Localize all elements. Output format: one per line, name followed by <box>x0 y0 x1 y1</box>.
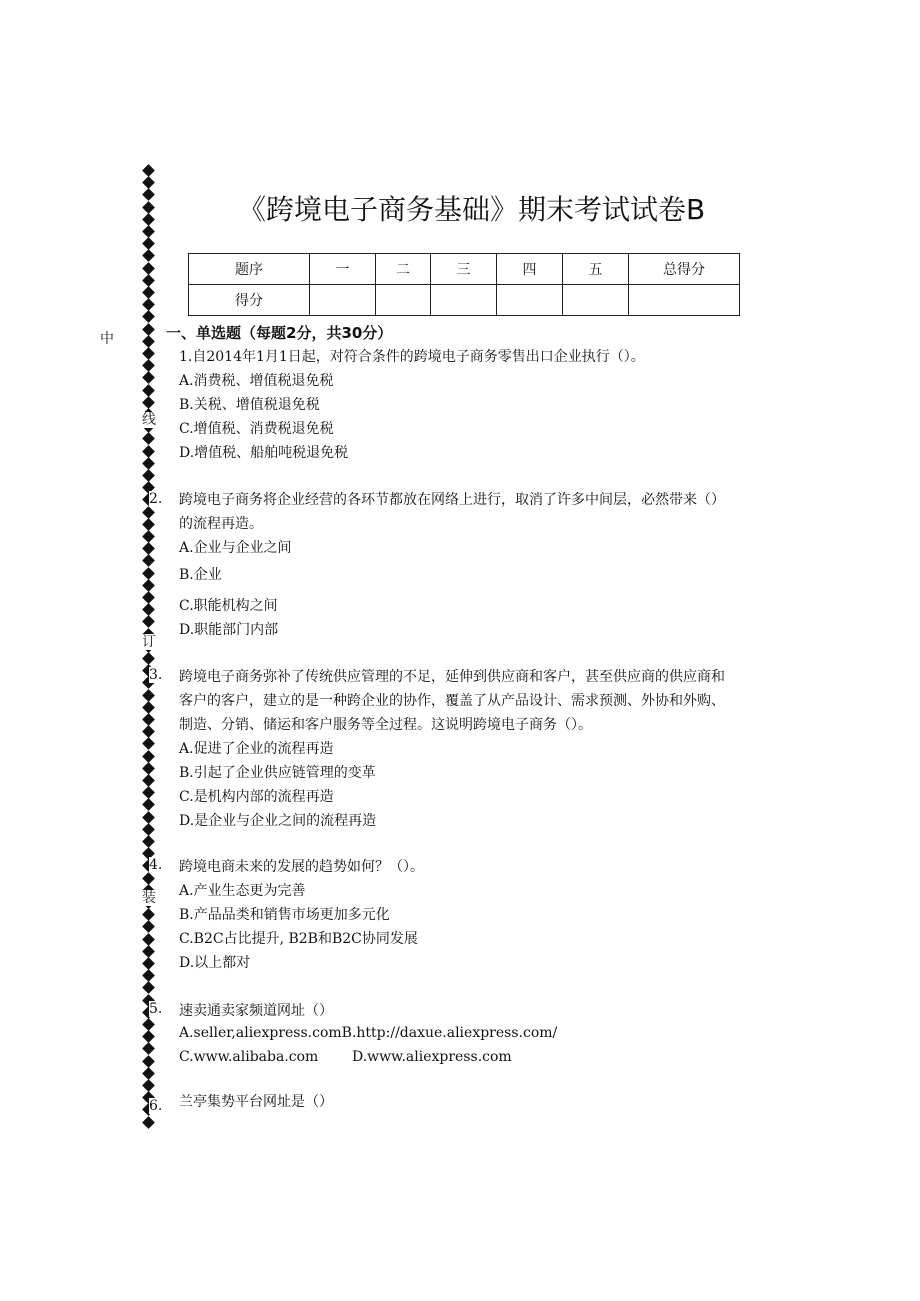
binding-diamond-icon <box>142 176 155 189</box>
question-3-stem-line-3: 制造、分销、储运和客户服务等全过程。这说明跨境电子商务（）。 <box>179 717 592 733</box>
question-6-stem: 兰亭集势平台网址是（） <box>179 1094 333 1110</box>
binding-diamond-icon <box>142 1067 155 1080</box>
binding-diamond-icon <box>142 188 155 201</box>
question-2-number: 2. <box>149 491 163 507</box>
question-3-option-c: C.是机构内部的流程再造 <box>179 789 334 805</box>
question-4-option-c: C.B2C占比提升, B2B和B2C协同发展 <box>179 931 418 947</box>
binding-diamond-icon <box>142 274 155 287</box>
question-2-option-b: B.企业 <box>179 567 222 583</box>
question-1-option-c: C.增值税、消费税退免税 <box>179 421 334 437</box>
binding-label-ding: 订 <box>142 634 156 650</box>
question-2-option-a: A.企业与企业之间 <box>179 540 292 556</box>
score-table-cell: 五 <box>563 254 629 285</box>
question-3-number: 3. <box>149 667 163 683</box>
binding-diamond-icon <box>142 920 155 933</box>
question-5-number: 5. <box>149 1001 163 1017</box>
binding-diamond-icon <box>142 249 155 262</box>
binding-diamond-icon <box>142 371 155 384</box>
question-5-option-ab: A.seller,aliexpress.comB.http://daxue.aliexpress.com/ <box>179 1025 558 1041</box>
binding-label-zhong: 中 <box>100 331 114 347</box>
question-2-option-c: C.职能机构之间 <box>179 598 278 614</box>
question-4-number: 4. <box>149 857 163 873</box>
question-4-option-a: A.产业生态更为完善 <box>179 883 306 899</box>
binding-diamond-icon <box>142 506 155 519</box>
binding-margin <box>141 166 157 1126</box>
score-table-blank <box>497 285 563 316</box>
binding-diamond-icon <box>142 981 155 994</box>
binding-diamond-icon <box>142 554 155 567</box>
score-table-blank <box>629 285 740 316</box>
binding-diamond-icon <box>142 518 155 531</box>
score-table-blank <box>563 285 629 316</box>
binding-diamond-icon <box>142 774 155 787</box>
binding-diamond-icon <box>142 615 155 628</box>
binding-diamond-icon <box>142 933 155 946</box>
score-table-cell: 题序 <box>189 254 310 285</box>
score-table-cell: 四 <box>497 254 563 285</box>
question-2-option-d: D.职能部门内部 <box>179 622 279 638</box>
binding-diamond-icon <box>142 945 155 958</box>
exam-title: 《跨境电子商务基础》期末考试试卷B <box>238 193 706 226</box>
binding-diamond-icon <box>142 835 155 848</box>
binding-diamond-icon <box>142 1030 155 1043</box>
score-table-cell: 总得分 <box>629 254 740 285</box>
binding-diamond-icon <box>142 298 155 311</box>
question-5-option-c: C.www.alibaba.com <box>179 1049 319 1065</box>
binding-diamond-icon <box>142 396 155 409</box>
score-table-score-row <box>189 285 740 316</box>
score-table <box>188 253 740 316</box>
binding-diamond-icon <box>142 603 155 616</box>
question-2-stem-line-2: 的流程再造。 <box>179 516 263 532</box>
score-table-header-row <box>189 254 740 285</box>
question-5-option-d: D.www.aliexpress.com <box>352 1049 512 1065</box>
score-table-blank <box>376 285 431 316</box>
binding-diamond-icon <box>142 689 155 702</box>
binding-diamond-icon <box>142 579 155 592</box>
binding-diamond-icon <box>142 213 155 226</box>
binding-diamond-icon <box>142 359 155 372</box>
binding-diamond-icon <box>142 335 155 348</box>
binding-diamond-icon <box>142 1018 155 1031</box>
binding-diamond-icon <box>142 237 155 250</box>
binding-diamond-icon <box>142 201 155 214</box>
binding-diamond-icon <box>142 310 155 323</box>
binding-diamond-icon <box>142 469 155 482</box>
question-2-stem-line-1: 跨境电子商务将企业经营的各环节都放在网络上进行，取消了许多中间层，必然带来（） <box>179 492 725 508</box>
binding-diamond-icon <box>142 872 155 885</box>
binding-diamond-icon <box>142 652 155 665</box>
section-heading: 一、单选题（每题2分，共30分） <box>166 324 393 342</box>
binding-diamond-icon <box>142 1116 155 1129</box>
binding-diamond-icon <box>142 567 155 580</box>
binding-diamond-icon <box>142 969 155 982</box>
question-5-stem: 速卖通卖家频道网址（） <box>179 1003 333 1019</box>
binding-diamond-icon <box>142 713 155 726</box>
binding-diamond-icon <box>142 1079 155 1092</box>
binding-diamond-icon <box>142 457 155 470</box>
binding-diamond-icon <box>142 786 155 799</box>
score-table-blank <box>431 285 497 316</box>
binding-diamond-icon <box>142 701 155 714</box>
binding-diamond-icon <box>142 811 155 824</box>
binding-diamond-icon <box>142 798 155 811</box>
binding-diamond-icon <box>142 542 155 555</box>
score-table-blank <box>310 285 376 316</box>
binding-diamond-icon <box>142 262 155 275</box>
binding-diamond-icon <box>142 957 155 970</box>
binding-diamond-icon <box>142 823 155 836</box>
binding-diamond-icon <box>142 725 155 738</box>
binding-diamond-icon <box>142 445 155 458</box>
binding-diamond-icon <box>142 164 155 177</box>
score-table-cell: 三 <box>431 254 497 285</box>
question-6-number: 6. <box>149 1098 163 1114</box>
binding-diamond-icon <box>142 384 155 397</box>
binding-diamond-icon <box>142 1042 155 1055</box>
question-4-option-d: D.以上都对 <box>179 955 251 971</box>
question-1-stem: 1.自2014年1月1日起，对符合条件的跨境电子商务零售出口企业执行（）。 <box>179 349 645 365</box>
binding-diamond-icon <box>142 323 155 336</box>
binding-diamond-icon <box>142 762 155 775</box>
question-3-stem-line-2: 客户的客户，建立的是一种跨企业的协作，覆盖了从产品设计、需求预测、外协和外购、 <box>179 693 725 709</box>
binding-diamond-icon <box>142 591 155 604</box>
question-3-option-d: D.是企业与企业之间的流程再造 <box>179 813 377 829</box>
score-table-cell: 一 <box>310 254 376 285</box>
question-1-option-b: B.关税、增值税退免税 <box>179 397 320 413</box>
binding-diamond-icon <box>142 1055 155 1068</box>
question-3-stem-line-1: 跨境电子商务弥补了传统供应管理的不足，延伸到供应商和客户，甚至供应商的供应商和 <box>179 669 725 685</box>
question-1-option-d: D.增值税、船舶吨税退免税 <box>179 445 349 461</box>
binding-diamond-icon <box>142 530 155 543</box>
binding-label-xian: 线 <box>142 412 156 428</box>
binding-label-zhuang: 装 <box>142 890 156 906</box>
binding-diamond-icon <box>142 286 155 299</box>
score-table-cell: 得分 <box>189 285 310 316</box>
question-3-option-a: A.促进了企业的流程再造 <box>179 741 334 757</box>
binding-diamond-icon <box>142 432 155 445</box>
question-4-option-b: B.产品品类和销售市场更加多元化 <box>179 907 390 923</box>
question-3-option-b: B.引起了企业供应链管理的变革 <box>179 765 376 781</box>
binding-diamond-icon <box>142 750 155 763</box>
binding-diamond-icon <box>142 908 155 921</box>
question-1-option-a: A.消费税、增值税退免税 <box>179 373 334 389</box>
question-4-stem: 跨境电商未来的发展的趋势如何？（）。 <box>179 859 424 875</box>
binding-diamond-icon <box>142 225 155 238</box>
score-table-cell: 二 <box>376 254 431 285</box>
binding-diamond-icon <box>142 737 155 750</box>
binding-diamond-icon <box>142 347 155 360</box>
